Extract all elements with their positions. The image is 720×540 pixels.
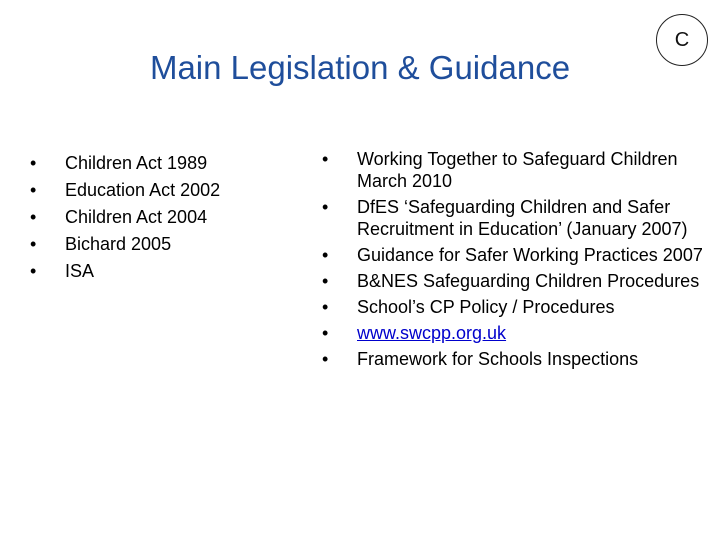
list-item-text: ISA xyxy=(65,261,95,281)
list-item xyxy=(322,244,707,266)
bullet-icon: • xyxy=(30,153,37,173)
bullet-icon: • xyxy=(322,149,329,169)
bullet-icon: • xyxy=(322,297,329,317)
bullet-icon: • xyxy=(30,261,37,281)
bullet-icon: • xyxy=(322,245,329,265)
guidance-list xyxy=(322,148,707,374)
list-item xyxy=(30,206,290,228)
list-item-text: Guidance for Safer Working Practices 2007 xyxy=(357,245,703,265)
bullet-icon: • xyxy=(30,180,37,200)
bullet-icon: • xyxy=(30,207,37,227)
bullet-icon: • xyxy=(30,234,37,254)
list-item-text: Education Act 2002 xyxy=(65,180,221,200)
bullet-icon: • xyxy=(322,271,329,291)
list-item xyxy=(30,233,290,255)
list-item xyxy=(322,296,707,318)
list-item-text: DfES ‘Safeguarding Children and Safer Recruitment in Education’ (January 2007) xyxy=(357,197,688,239)
list-item-text: School’s CP Policy / Procedures xyxy=(357,297,615,317)
list-item xyxy=(30,260,290,282)
list-item xyxy=(322,148,707,192)
legislation-list xyxy=(30,152,290,287)
bullet-icon: • xyxy=(322,349,329,369)
list-item xyxy=(322,196,707,240)
bullet-icon: • xyxy=(322,197,329,217)
list-item-text: Children Act 1989 xyxy=(65,153,208,173)
list-item xyxy=(322,270,707,292)
bullet-icon: • xyxy=(322,323,329,343)
list-item xyxy=(322,322,707,344)
swcpp-link[interactable]: www.swcpp.org.uk xyxy=(357,323,507,343)
list-item xyxy=(322,348,707,370)
list-item-text: Bichard 2005 xyxy=(65,234,172,254)
list-item xyxy=(30,179,290,201)
list-item-text: B&NES Safeguarding Children Procedures xyxy=(357,271,700,291)
list-item-text: Working Together to Safeguard Children March 2010 xyxy=(357,149,678,191)
list-item-text: Framework for Schools Inspections xyxy=(357,349,639,369)
slide-title: Main Legislation & Guidance xyxy=(149,49,571,86)
list-item xyxy=(30,152,290,174)
list-item-text: Children Act 2004 xyxy=(65,207,208,227)
section-badge: C xyxy=(656,14,708,66)
